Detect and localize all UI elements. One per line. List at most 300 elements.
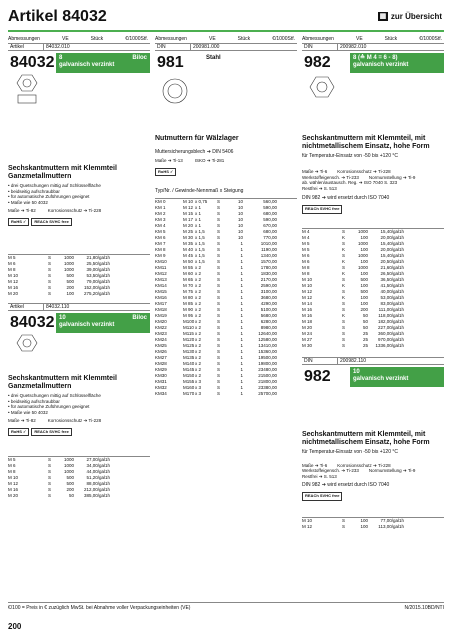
- table-cell: 111,00/gal1h: [378, 306, 404, 312]
- table-cell: 1: [240, 319, 243, 324]
- badges: [155, 168, 297, 177]
- table-cell: 212,00/gal1h: [83, 487, 110, 492]
- table-cell: x 2: [195, 337, 202, 342]
- table-cell: S: [48, 469, 52, 474]
- dimensions-link[interactable]: Maße ➔ Ti-6: [302, 462, 328, 468]
- table-cell: x 2: [195, 361, 202, 366]
- table-cell: S: [217, 265, 221, 270]
- table-row: [302, 343, 444, 349]
- table-row: [8, 493, 150, 499]
- table-cell: 36,50/gal1h: [380, 276, 404, 282]
- product-heading: Sechskantmuttern mit Klemmteil, mit nichtmetallischem Einsatz, hohe Form: [302, 135, 430, 150]
- reference-links: [155, 158, 297, 164]
- table-cell: M110: [183, 325, 194, 330]
- table-cell: 113,00/gal1h: [378, 523, 404, 529]
- product-heading: Sechskantmuttern mit Klemmteil, mit nichtmetallischem Einsatz, hohe Form: [302, 430, 430, 446]
- replacement-note: DIN 982 ➔ wird ersetzt durch ISO 7040: [302, 195, 390, 201]
- table-cell: 1: [240, 313, 243, 318]
- table-cell: S: [48, 493, 52, 498]
- corrosion-link[interactable]: Korrosionsschutz ➔ Ti-228: [47, 418, 102, 423]
- table-cell: M 5: [302, 246, 310, 252]
- replacement-note: DIN 982 ➔ wird ersetzt durch ISO 7040: [302, 482, 390, 488]
- table-cell: S: [217, 325, 221, 330]
- table-cell: 15,40/gal1h: [380, 252, 404, 258]
- table-cell: S: [217, 223, 221, 228]
- table-cell: 1: [240, 241, 243, 246]
- table-cell: 10: [237, 223, 243, 228]
- table-cell: 27,00/gal1h: [86, 457, 110, 462]
- norm-link[interactable]: Normumstellung ➔ Ti-9: [368, 174, 416, 180]
- table-cell: M 24: [302, 330, 313, 336]
- table-cell: KM 2: [155, 211, 166, 216]
- overview-icon: ▦: [379, 13, 387, 20]
- table-cell: 53,50/gal1h: [86, 273, 110, 278]
- table-cell: 21500,00: [258, 373, 277, 378]
- table-cell: S: [217, 229, 221, 234]
- table-cell: S: [217, 373, 221, 378]
- header-ve: VE: [355, 36, 363, 42]
- header-ve: VE: [61, 36, 69, 42]
- table-cell: 100: [360, 294, 368, 300]
- table-cell: x 2: [195, 343, 202, 348]
- table-cell: 100: [360, 258, 368, 264]
- material-link[interactable]: Werkstoffeigensch. ➔ Ti-233: [302, 468, 359, 473]
- table-cell: M 6: [8, 261, 16, 266]
- bullet: • beidseitig aufschraubbar: [8, 188, 60, 194]
- table-cell: K: [342, 258, 346, 264]
- table-cell: M 95: [183, 313, 194, 318]
- table-cell: 10: [237, 217, 243, 222]
- table-cell: 3100,00: [260, 289, 277, 294]
- corrosion-link[interactable]: Korrosionsschutz ➔ Ti-228: [337, 169, 391, 174]
- table-cell: 21,80/gal1h: [86, 255, 110, 260]
- table-cell: S: [342, 330, 346, 336]
- corrosion-link[interactable]: Korrosionsschutz ➔ Ti-228: [337, 462, 391, 468]
- table-cell: 100: [360, 523, 368, 529]
- table-cell: S: [48, 475, 52, 480]
- table-header: [302, 36, 444, 42]
- table-cell: x 2: [195, 373, 202, 378]
- table-cell: x 0,75: [195, 199, 208, 204]
- table-cell: 1000: [357, 240, 368, 246]
- temperature-note: für Temperatur-Einsatz von -50 bis +120 °C: [302, 448, 398, 455]
- table-cell: 1: [240, 331, 243, 336]
- table-cell: M 5: [302, 240, 310, 246]
- table-cell: 560,00: [263, 199, 277, 204]
- table-cell: 100: [360, 517, 368, 523]
- product-heading: Nutmuttern für Wälzlager: [155, 135, 239, 142]
- corrosion-link[interactable]: Korrosionsschutz ➔ Ti-228: [47, 208, 102, 213]
- table-cell: 26,50/gal1h: [380, 270, 404, 276]
- table-cell: 23380,00: [258, 385, 277, 390]
- table-cell: S: [217, 235, 221, 240]
- product-image: [302, 387, 444, 429]
- table-cell: S: [217, 307, 221, 312]
- table-cell: 100: [360, 282, 368, 288]
- table-cell: KM 6: [155, 235, 166, 240]
- finish: galvanisch verzinkt: [353, 62, 409, 68]
- table-cell: S: [342, 300, 346, 306]
- finish: galvanisch verzinkt: [59, 322, 115, 328]
- table-cell: M 55: [183, 265, 194, 270]
- table-cell: 1: [240, 289, 243, 294]
- table-cell: M130: [183, 349, 195, 354]
- table-cell: 680,00: [263, 211, 277, 216]
- table-cell: S: [217, 349, 221, 354]
- table-cell: M155: [183, 379, 195, 384]
- table-cell: S: [48, 279, 52, 284]
- table-cell: M150: [183, 373, 195, 378]
- table-cell: M 45: [183, 253, 194, 258]
- table-cell: M 10: [302, 282, 313, 288]
- table-cell: K: [342, 294, 346, 300]
- table-cell: 5680,00: [260, 313, 277, 318]
- dimensions-link[interactable]: Maße ➔ Ti-82: [8, 418, 36, 423]
- table-cell: x 2: [195, 265, 202, 270]
- bullet: • drei Quetschungen mittig auf Schlüsselfläche: [8, 393, 101, 398]
- table-cell: 1000: [357, 228, 368, 234]
- header-dimensions: Abmessungen: [302, 36, 334, 42]
- table-cell: S: [48, 487, 52, 492]
- table-cell: 1: [240, 277, 243, 282]
- table-cell: M 60: [183, 271, 194, 276]
- table-cell: KM 9: [155, 253, 166, 258]
- table-cell: 40,00/gal1h: [380, 288, 404, 294]
- table-cell: M 6: [302, 258, 310, 264]
- rohs-badge: RoHS ✓: [8, 428, 29, 437]
- table-cell: 25700,00: [258, 391, 277, 396]
- table-caption: Typ/Nr. / Gewinde-Nennmaß x Steigung: [155, 188, 244, 194]
- table-cell: 25: [362, 336, 368, 342]
- table-cell: 275,20/gal1h: [83, 291, 110, 296]
- table-cell: 1: [240, 253, 243, 258]
- table-cell: M 70: [183, 283, 194, 288]
- table-cell: 1: [240, 361, 243, 366]
- product-banner: [155, 53, 297, 73]
- table-cell: 200: [360, 306, 368, 312]
- table-cell: S: [342, 342, 346, 348]
- table-cell: 118,00/gal1h: [378, 312, 404, 318]
- doc-code: N/2015.10BD/NTI: [404, 605, 444, 611]
- table-cell: 100: [66, 291, 74, 296]
- table-cell: S: [48, 481, 52, 486]
- table-cell: S: [217, 355, 221, 360]
- footer: [8, 602, 444, 611]
- table-cell: 2170,00: [260, 277, 277, 282]
- table-cell: M 18: [302, 318, 313, 324]
- table-cell: M 12: [302, 523, 313, 529]
- table-cell: 1: [240, 385, 243, 390]
- article-number: 200982.010: [340, 44, 367, 50]
- table-cell: 15360,00: [258, 349, 277, 354]
- table-cell: KM11: [155, 265, 167, 270]
- table-cell: KM20: [155, 319, 167, 324]
- product-banner: [302, 53, 444, 73]
- table-cell: x 2: [195, 301, 202, 306]
- page-title: Artikel 84032: [8, 8, 107, 25]
- hex-nut-icon: [8, 73, 150, 163]
- price-table: [8, 456, 150, 499]
- article-label: DIN: [155, 44, 191, 50]
- table-cell: 770,00: [263, 235, 277, 240]
- bullet: • Maße wie 50 4032: [8, 199, 48, 205]
- table-cell: M120: [183, 337, 195, 342]
- article-row: [302, 357, 444, 365]
- overview-label: zur Übersicht: [390, 12, 442, 21]
- table-cell: M125: [183, 343, 195, 348]
- table-cell: M 90: [183, 307, 194, 312]
- table-cell: x 3: [195, 385, 202, 390]
- table-cell: 1: [240, 307, 243, 312]
- product-grade: [56, 53, 150, 73]
- table-cell: S: [217, 391, 221, 396]
- table-cell: M 16: [302, 312, 313, 318]
- table-cell: 152,00/gal1h: [83, 285, 110, 290]
- table-cell: 1830,00: [260, 271, 277, 276]
- table-cell: 12580,00: [258, 337, 277, 342]
- temperature-note: für Temperatur-Einsatz von -50 bis +120 °C: [302, 153, 398, 159]
- table-cell: S: [217, 367, 221, 372]
- table-cell: S: [217, 301, 221, 306]
- article-number: 84032.110: [46, 304, 70, 310]
- table-cell: 200: [66, 285, 74, 290]
- table-cell: 500: [66, 475, 74, 480]
- table-cell: 21,60/gal1h: [380, 264, 404, 270]
- table-cell: M 10: [8, 475, 19, 480]
- table-cell: 20,00/gal1h: [380, 234, 404, 240]
- table-cell: x 2: [195, 277, 202, 282]
- table-cell: M 10: [302, 276, 313, 282]
- norm-link[interactable]: Normumstellung ➔ Ti-9: [368, 468, 416, 473]
- table-cell: 1: [240, 265, 243, 270]
- product-number: 84032: [10, 54, 55, 71]
- grade: 10: [59, 315, 66, 321]
- table-cell: M 30: [183, 235, 194, 240]
- bullet: • Maße wie 50 4032: [8, 409, 48, 415]
- product-grade: [56, 313, 150, 333]
- table-cell: 2590,00: [260, 283, 277, 288]
- table-cell: M 20: [8, 493, 19, 498]
- table-cell: 200: [66, 487, 74, 492]
- table-cell: 83,00/gal1h: [380, 300, 404, 306]
- table-cell: 25: [362, 342, 368, 348]
- article-number: 200981.000: [193, 44, 220, 50]
- product-image: [8, 73, 150, 163]
- table-cell: S: [217, 295, 221, 300]
- table-cell: 39,00/gal1h: [86, 267, 110, 272]
- header-price: €/1000Stf.: [419, 36, 442, 42]
- header-pieces: Stück: [384, 36, 398, 42]
- finish: galvanisch verzinkt: [59, 62, 115, 68]
- table-cell: 19800,00: [258, 361, 277, 366]
- table-row: [302, 524, 444, 530]
- price-note: €/100 = Preis in € zuzüglich MwSt. bei Abnahme voller Verpackungseinheiten (VE): [8, 605, 191, 611]
- grade: 10: [353, 368, 360, 375]
- article-label: DIN: [302, 358, 338, 364]
- table-cell: 500: [66, 279, 74, 284]
- table-cell: 10: [237, 235, 243, 240]
- rest-link[interactable]: Restfrei ➔ S. 513: [302, 473, 337, 479]
- table-cell: S: [48, 463, 52, 468]
- article-number: 200982.110: [340, 357, 367, 364]
- table-cell: S: [342, 228, 346, 234]
- isko-link[interactable]: ISKO ➔ Ti-281: [194, 158, 225, 163]
- table-cell: M 65: [183, 277, 194, 282]
- table-cell: 1190,00: [261, 247, 277, 252]
- tag: Biloc: [132, 55, 147, 61]
- product-image: [155, 73, 297, 133]
- product-heading: Sechskantmuttern mit Klemmteil Ganzmetallmuttern: [8, 165, 117, 180]
- table-cell: KM 5: [155, 229, 166, 234]
- table-cell: KM10: [155, 259, 167, 264]
- table-cell: 5100,00: [260, 307, 277, 312]
- bullet: • drei Quetschungen mittig auf Schlüsselfläche: [8, 183, 101, 188]
- dimensions-link[interactable]: Maße ➔ Ti-82: [8, 208, 36, 213]
- table-cell: S: [342, 288, 346, 294]
- hex-nut-icon: [302, 73, 444, 133]
- table-cell: KM23: [155, 331, 167, 336]
- table-cell: S: [342, 517, 346, 523]
- table-cell: 970,00/gal1h: [377, 336, 404, 342]
- product-number: 982: [302, 53, 350, 73]
- reach-badge: REACh SVHC free: [31, 218, 71, 227]
- table-cell: S: [48, 267, 52, 272]
- table-cell: S: [342, 306, 346, 312]
- dimensions-link[interactable]: Maße ➔ Ti-6: [302, 169, 328, 174]
- table-cell: K: [342, 282, 346, 288]
- overview-link[interactable]: [378, 12, 442, 21]
- table-cell: S: [217, 205, 221, 210]
- table-cell: S: [342, 523, 346, 529]
- table-cell: 50: [362, 318, 368, 324]
- table-cell: KM32: [155, 385, 167, 390]
- table-cell: x 2: [195, 289, 202, 294]
- bullet-list: [8, 393, 150, 415]
- table-cell: KM30: [155, 373, 167, 378]
- table-cell: 1000: [63, 457, 74, 462]
- table-cell: 1: [240, 295, 243, 300]
- table-cell: x 1: [195, 211, 202, 216]
- table-cell: 4290,00: [260, 301, 277, 306]
- article-row: [8, 303, 150, 311]
- table-cell: 1: [240, 259, 243, 264]
- table-cell: S: [217, 385, 221, 390]
- table-cell: M 30: [302, 342, 313, 348]
- table-cell: M145: [183, 367, 195, 372]
- table-cell: S: [342, 264, 346, 270]
- table-cell: M 10: [183, 199, 194, 204]
- table-cell: x 2: [195, 313, 202, 318]
- table-cell: M 16: [302, 306, 313, 312]
- bullet-list: [8, 183, 150, 205]
- product-grade: [350, 367, 444, 387]
- table-cell: S: [342, 276, 346, 282]
- table-cell: KM24: [155, 337, 167, 342]
- table-cell: x 2: [195, 319, 202, 324]
- alternative-link[interactable]: ab. wählen/austausch. Reg. ➔ ISO 7040 S. 323: [302, 180, 398, 185]
- table-cell: KM 1: [155, 205, 166, 210]
- table-cell: 88,00/gal1h: [86, 481, 110, 486]
- table-cell: M 6: [8, 463, 16, 468]
- product-image: [8, 333, 150, 373]
- table-cell: KM27: [155, 355, 167, 360]
- material-link[interactable]: Werkstoffeigensch. ➔ Ti-233: [302, 174, 359, 180]
- table-cell: S: [217, 379, 221, 384]
- table-cell: 1000: [63, 261, 74, 266]
- rest-link[interactable]: Restfrei ➔ S. 513: [302, 185, 337, 191]
- table-cell: S: [217, 277, 221, 282]
- table-cell: 500: [66, 273, 74, 278]
- table-cell: M 12: [302, 294, 313, 300]
- table-cell: x 2: [195, 325, 202, 330]
- header-dimensions: Abmessungen: [8, 36, 40, 42]
- page-number: 200: [8, 622, 22, 631]
- header-pieces: Stück: [90, 36, 104, 42]
- table-cell: 670,00: [263, 223, 277, 228]
- price-table: [155, 198, 297, 397]
- table-cell: 53,00/gal1h: [380, 294, 404, 300]
- badges: [302, 205, 444, 214]
- table-cell: M 15: [183, 211, 194, 216]
- table-row: [8, 291, 150, 297]
- dimensions-link[interactable]: Maße ➔ Ti-13: [155, 158, 183, 163]
- rohs-badge: RoHS ✓: [155, 168, 176, 177]
- table-cell: x 2: [195, 331, 202, 336]
- table-cell: x 2: [195, 367, 202, 372]
- reach-badge: REACh SVHC free: [31, 428, 71, 437]
- table-cell: S: [217, 253, 221, 258]
- slotted-nut-icon: [155, 73, 297, 133]
- table-cell: M160: [183, 385, 195, 390]
- table-cell: M 6: [302, 252, 310, 258]
- table-cell: 1: [240, 373, 243, 378]
- table-cell: 1: [240, 343, 243, 348]
- table-cell: M140: [183, 361, 195, 366]
- table-cell: S: [217, 331, 221, 336]
- bullet: • für automatische Zuführungen geeignet: [8, 194, 90, 199]
- rohs-badge: RoHS ✓: [8, 218, 29, 227]
- header-rule: [8, 30, 444, 32]
- table-cell: S: [342, 240, 346, 246]
- table-cell: KM26: [155, 349, 167, 354]
- table-cell: M 12: [8, 481, 19, 486]
- table-cell: 25,50/gal1h: [86, 261, 110, 266]
- table-cell: M 50: [183, 259, 194, 264]
- table-cell: M 8: [302, 264, 310, 270]
- table-cell: M 5: [8, 255, 16, 260]
- reference-links: [8, 418, 150, 424]
- table-cell: M 75: [183, 289, 194, 294]
- table-cell: 51,20/gal1h: [86, 475, 110, 480]
- table-cell: 10: [237, 229, 243, 234]
- table-cell: KM15: [155, 289, 167, 294]
- table-cell: 20,00/gal1h: [380, 246, 404, 252]
- table-cell: 680,00: [263, 229, 277, 234]
- header-price: €/1000Stf.: [125, 36, 148, 42]
- table-cell: 227,00/gal1h: [377, 324, 404, 330]
- table-cell: KM22: [155, 325, 167, 330]
- table-header: [8, 36, 150, 42]
- table-cell: 79,00/gal1h: [86, 279, 110, 284]
- table-cell: M 20: [8, 291, 19, 296]
- header-ve: VE: [208, 36, 216, 42]
- table-cell: 1: [240, 283, 243, 288]
- table-cell: 15,40/gal1h: [380, 240, 404, 246]
- reach-badge: REACh SVHC free: [302, 205, 342, 214]
- table-cell: S: [217, 241, 221, 246]
- table-cell: 360,00/gal1h: [377, 330, 404, 336]
- table-cell: 1000: [357, 252, 368, 258]
